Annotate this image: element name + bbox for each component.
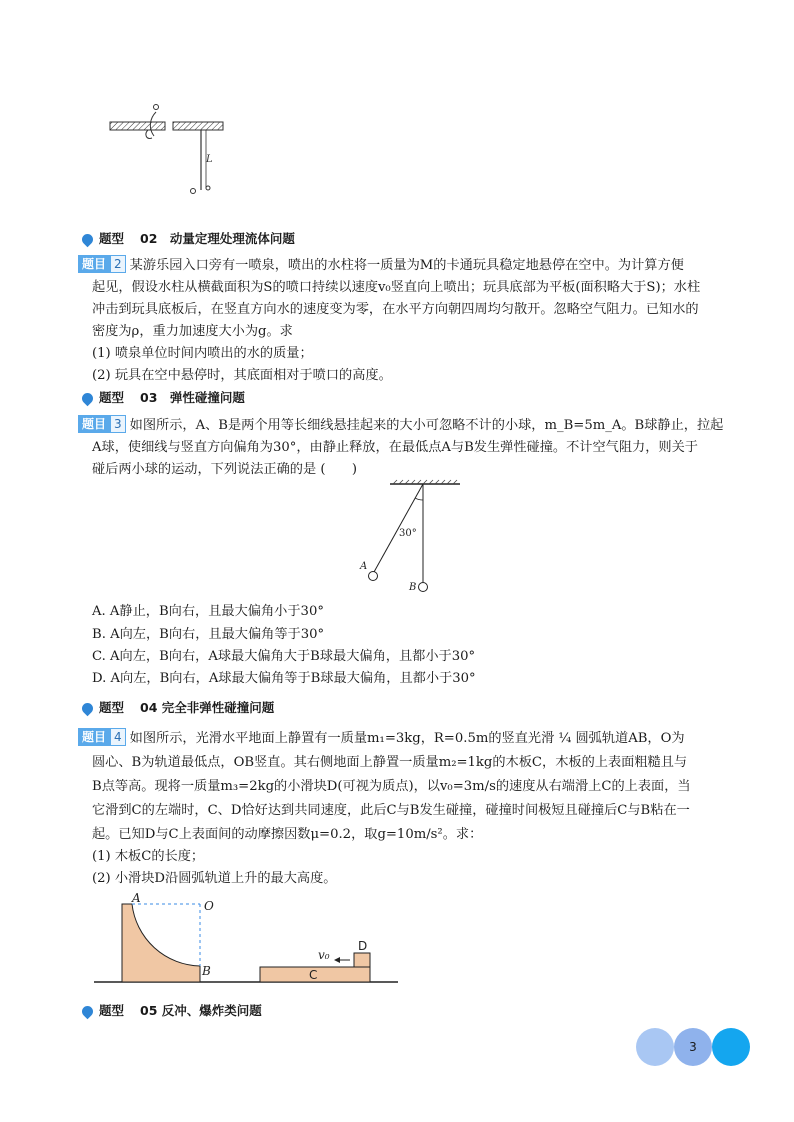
track-figure [92,890,402,992]
label-D: D [358,939,368,953]
section-title: 04 完全非弹性碰撞问题 [140,700,275,715]
label-L: L [206,154,213,165]
ball-B [419,583,428,592]
question-number: 4 [110,728,126,746]
label-C: C [309,968,318,982]
section-header-04: 题型 04 完全非弹性碰撞问题 [82,697,274,717]
sub-question-2: (2) 小滑块D沿圆弧轨道上升的最大高度。 [92,871,337,886]
sub-question-1: (1) 木板C的长度； [92,849,205,864]
section-pin-icon [80,1003,96,1019]
section-title: 05 反冲、爆炸类问题 [140,1003,262,1018]
option-A: A. A静止，B向右，且最大偏角小于30° [92,604,324,619]
sub-question-2: (2) 玩具在空中悬停时，其底面相对于喷口的高度。 [92,368,392,383]
page-dot-1 [636,1028,674,1066]
right-plate [173,122,223,130]
section-pin-icon [80,231,96,247]
label-A: A [132,891,141,905]
label-O: O [204,899,214,913]
question-tag: 题目 [78,415,110,433]
section-pin-icon [80,700,96,716]
left-plate [110,122,165,130]
option-C: C. A向左，B向右，A球最大偏角大于B球最大偏角，且都小于30° [92,649,476,664]
section-title: 03 弹性碰撞问题 [140,390,245,405]
option-B: B. A向左，B向右，且最大偏角等于30° [92,627,325,642]
section-title: 02 动量定理处理流体问题 [140,231,295,246]
question-tag: 题目 [78,255,110,273]
section-pin-icon [80,390,96,406]
block-D [354,953,370,967]
sub-question-1: (1) 喷泉单位时间内喷出的水的质量； [92,346,313,361]
page-number: 3 [689,1040,697,1054]
label-A: A [360,561,368,572]
ball-A [369,572,378,581]
section-header-05: 题型 05 反冲、爆炸类问题 [82,1000,262,1020]
option-D: D. A向左，B向右，A球最大偏角等于B球最大偏角，且都小于30° [92,671,476,686]
page-number-badge [636,1028,756,1068]
label-B: B [202,964,211,978]
question-number: 3 [110,415,126,433]
page-dot-3 [712,1028,750,1066]
page-dot-2 [674,1028,712,1066]
section-header-02: 题型 02 动量定理处理流体问题 [82,228,295,248]
question-number: 2 [110,255,126,273]
question-tag: 题目 [78,728,110,746]
pendulum-figure [355,478,470,598]
section-header-03: 题型 03 弹性碰撞问题 [82,387,245,407]
fountain-figure [100,100,230,200]
angle-label: 30° [399,528,417,539]
label-B: B [409,582,417,593]
quarter-arc-track [122,904,200,982]
label-v0: v₀ [318,948,330,962]
